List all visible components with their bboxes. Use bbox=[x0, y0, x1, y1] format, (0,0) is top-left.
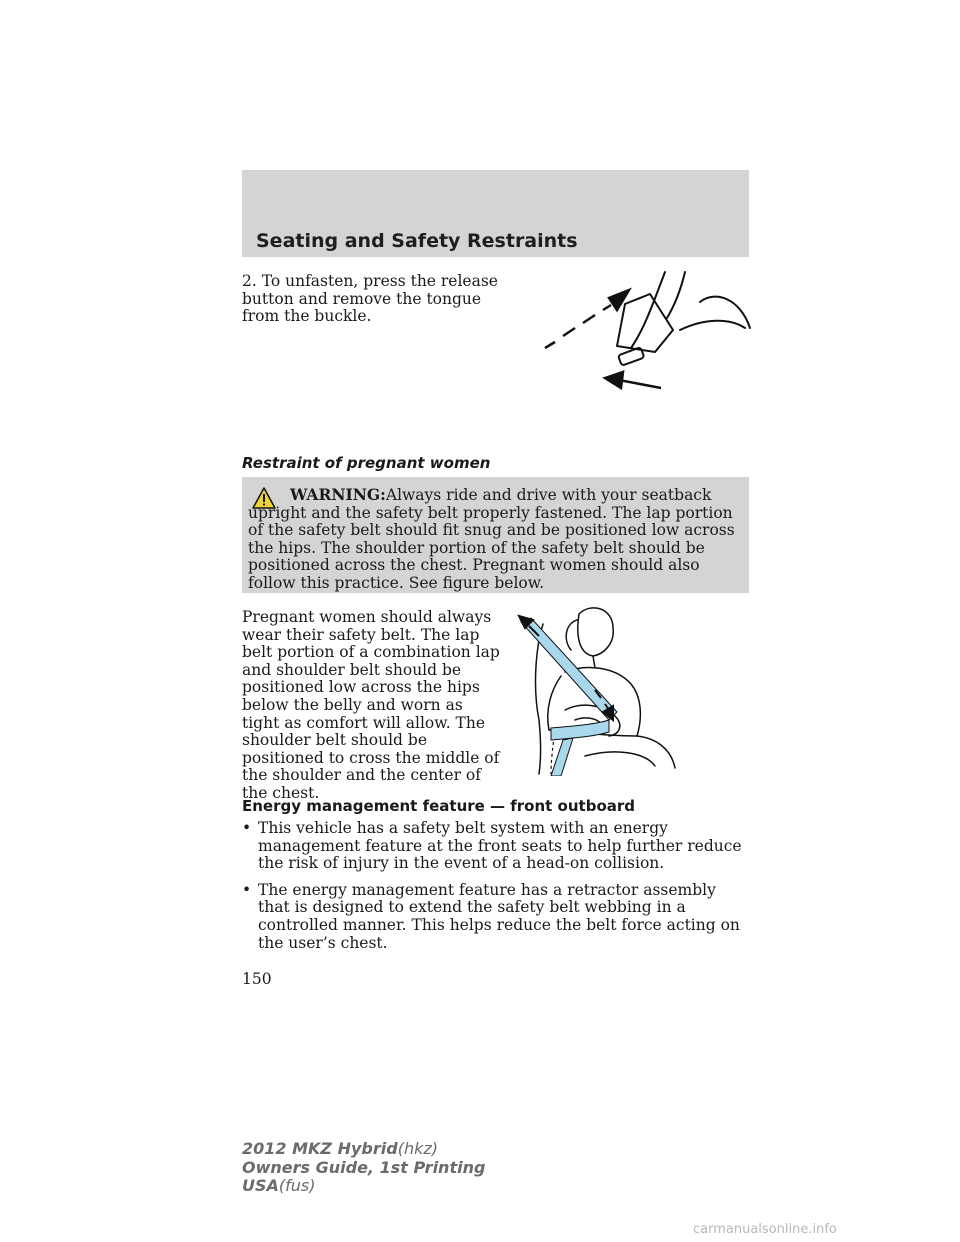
section-title: Seating and Safety Restraints bbox=[256, 230, 578, 252]
warning-label: WARNING: bbox=[290, 485, 386, 504]
warning-body: Always ride and drive with your seatback upright and the safety belt properly fastened. The lap portion of the safety belt should fit snug and be positioned low across the hips. The shoulder portion of the safety belt should be positioned across the chest. Pregnant women should also follow this practice. See figure below. bbox=[248, 486, 735, 592]
energy-management-list bbox=[242, 820, 749, 961]
page-number: 150 bbox=[242, 970, 272, 988]
list-item bbox=[242, 882, 749, 952]
pregnant-woman-seatbelt-illustration bbox=[505, 600, 685, 776]
bullet-icon: • bbox=[242, 819, 252, 837]
unfasten-instruction: 2. To unfasten, press the release button and remove the tongue from the buckle. bbox=[242, 272, 498, 326]
footer-line-2: Owners Guide, 1st Printing bbox=[242, 1157, 486, 1177]
document-footer bbox=[242, 1140, 485, 1196]
list-item-text: The energy management feature has a retractor assembly that is designed to extend the safety belt webbing in a controlled manner. This helps reduce the belt force acting on the user’s chest. bbox=[258, 880, 740, 952]
list-item-text: This vehicle has a safety belt system with an energy management feature at the front seats to help further reduce the risk of injury in the event of a head-on collision. bbox=[258, 819, 742, 873]
footer-line-1: 2012 MKZ Hybrid(hkz) bbox=[242, 1139, 438, 1158]
watermark: carmanualsonline.info bbox=[693, 1222, 837, 1237]
pregnant-women-heading: Restraint of pregnant women bbox=[242, 454, 491, 472]
buckle-release-illustration bbox=[505, 268, 755, 438]
list-item bbox=[242, 820, 749, 873]
warning-text bbox=[248, 486, 743, 593]
warning-box bbox=[242, 477, 749, 593]
bullet-icon: • bbox=[242, 880, 252, 899]
energy-management-heading: Energy management feature — front outboard bbox=[242, 797, 636, 815]
footer-line-3: USA(fus) bbox=[242, 1176, 316, 1195]
pregnant-women-paragraph: Pregnant women should always wear their safety belt. The lap belt portion of a combination lap and shoulder belt should be positioned low across the hips below the belly and worn as tight as comfort will allow. The shoulder belt should be positioned to cross the middle of the shoulder and the center of the chest. bbox=[242, 608, 500, 802]
